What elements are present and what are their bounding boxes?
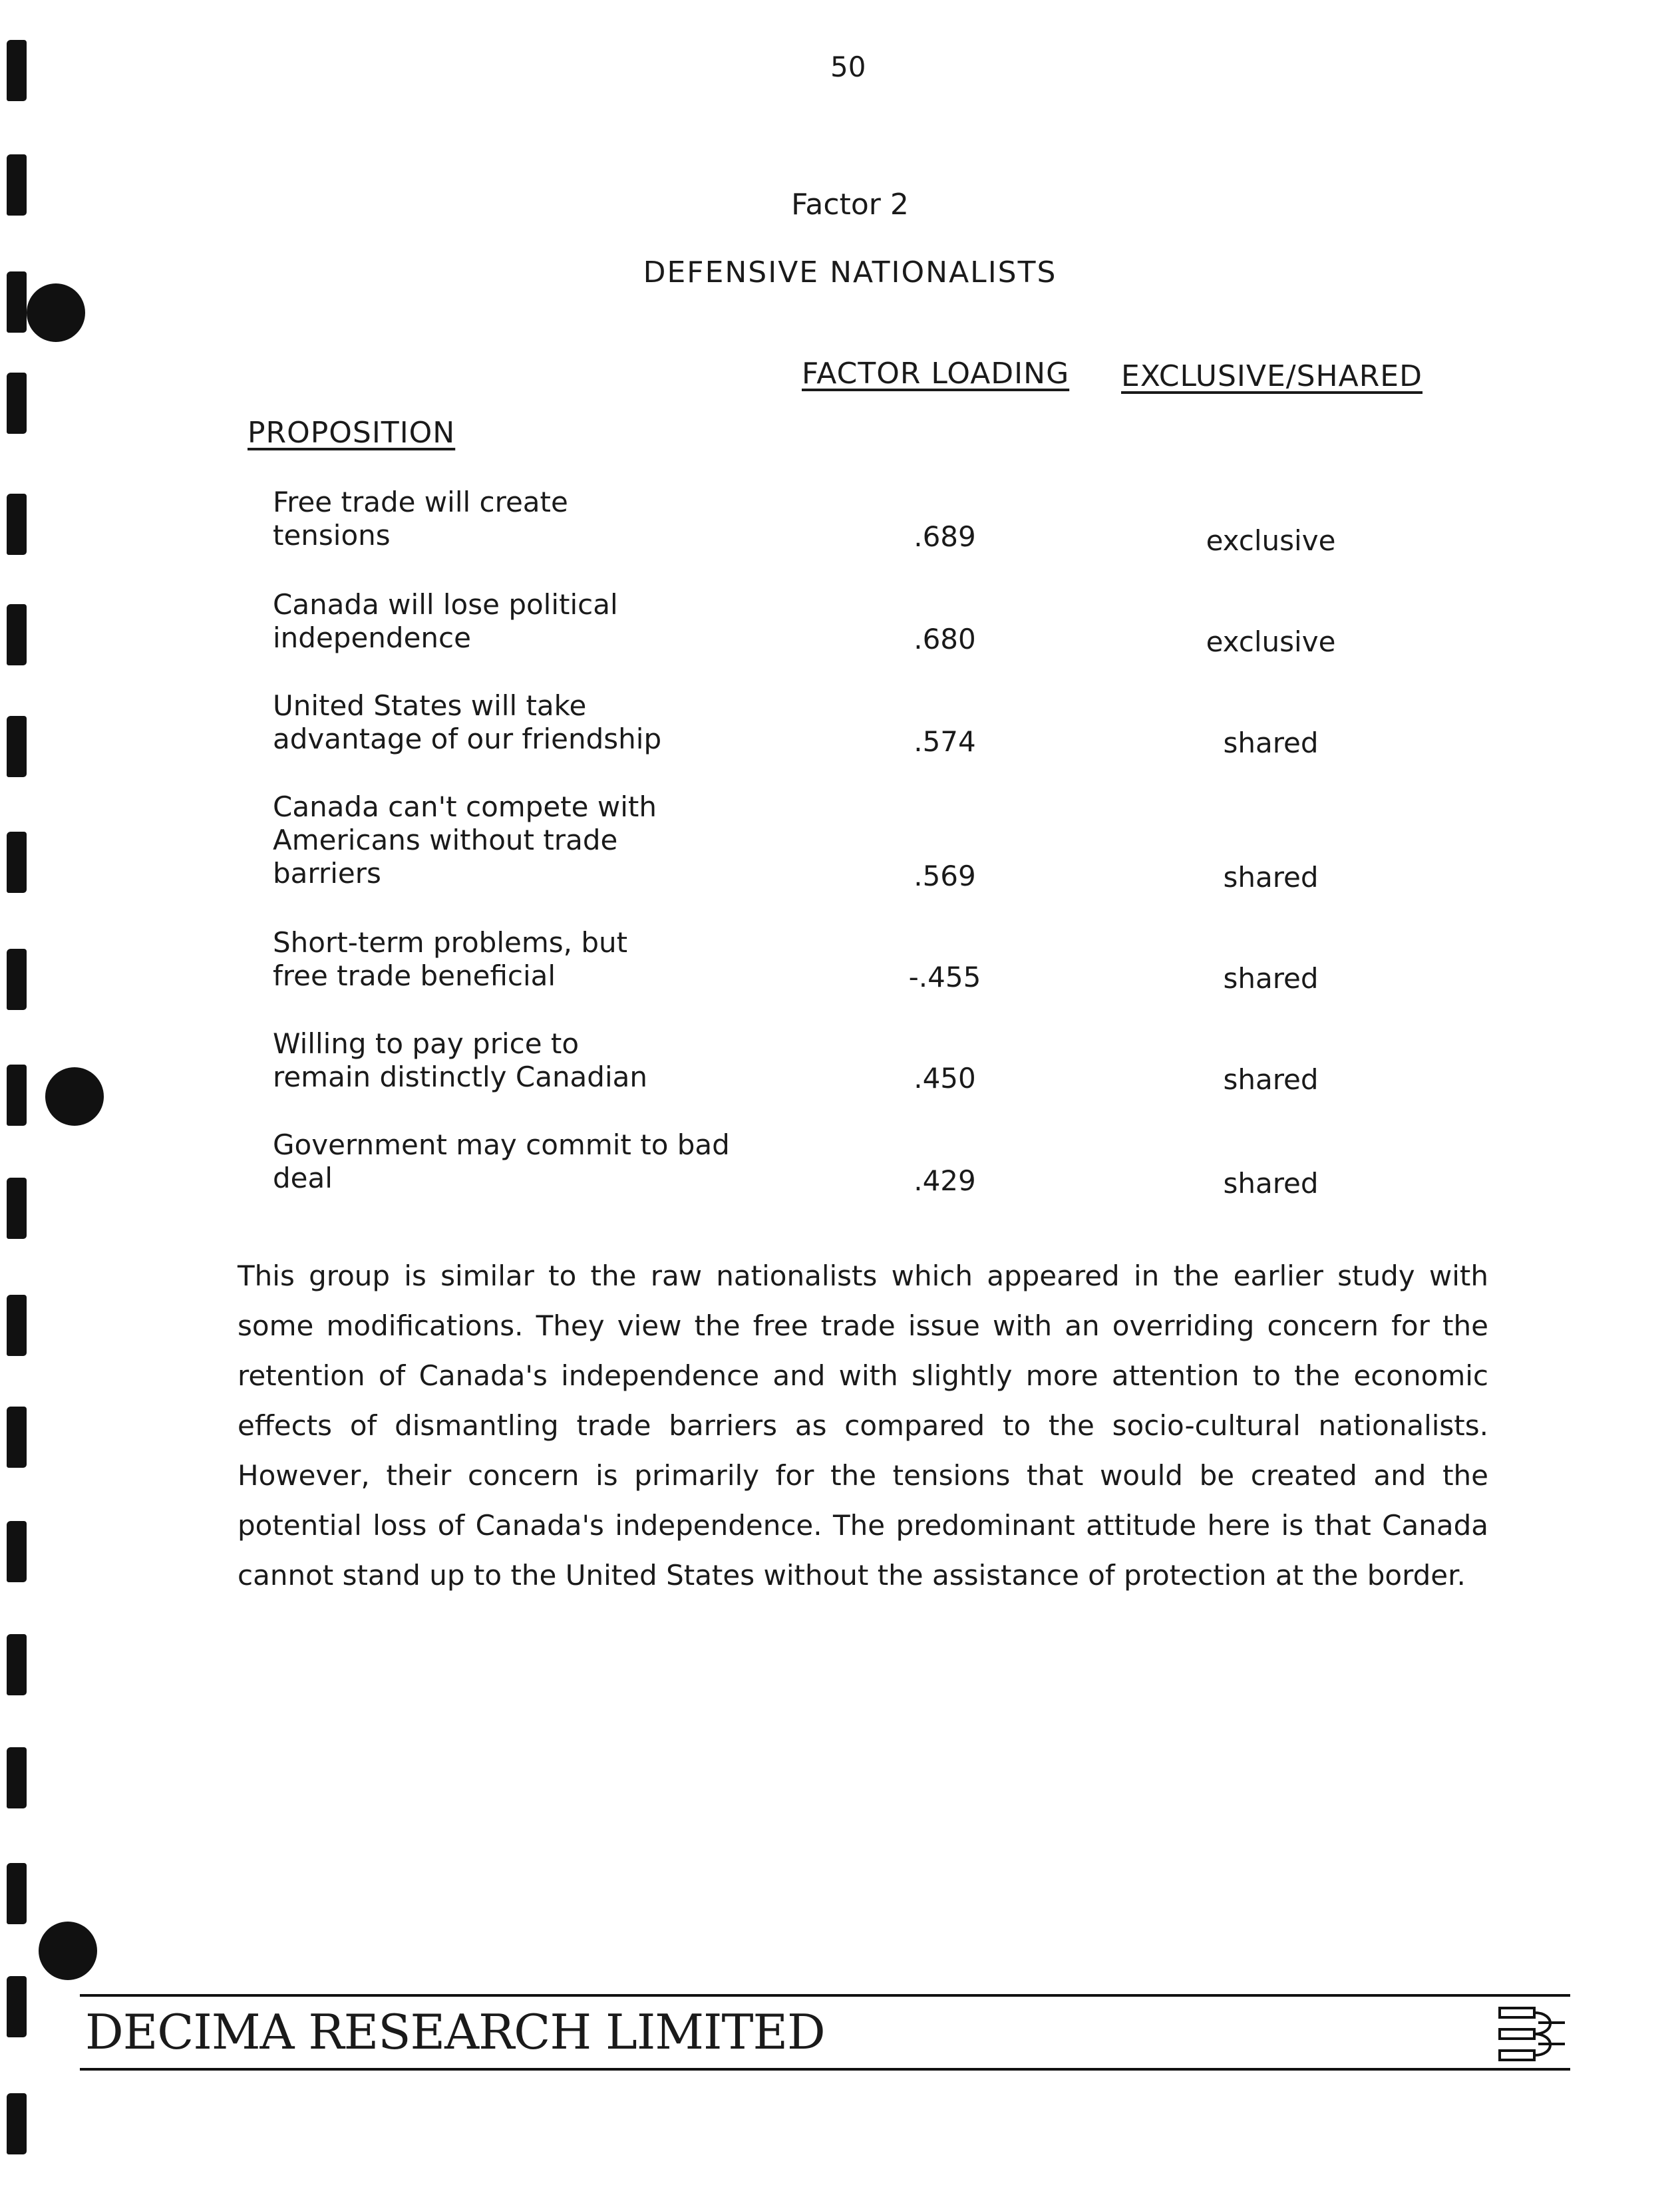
factor-loading-value: .429 — [914, 1164, 976, 1197]
exclusive-shared-value: shared — [1223, 1063, 1319, 1096]
factor-loading-value: .680 — [914, 623, 976, 655]
binder-hole — [45, 1067, 104, 1126]
factor-loading-value: .689 — [914, 520, 976, 553]
proposition-text: Willing to pay price to remain distinctly Canadian — [273, 1027, 647, 1093]
company-logo-icon — [1496, 2003, 1570, 2065]
binder-mark — [7, 1747, 27, 1808]
binder-mark — [7, 40, 27, 101]
binder-mark — [7, 1976, 27, 2037]
proposition-text: United States will take advantage of our friendship — [273, 689, 662, 755]
group-title: DEFENSIVE NATIONALISTS — [643, 255, 1057, 289]
footer-divider — [80, 1994, 1570, 1997]
binder-mark — [7, 832, 27, 893]
proposition-text: Short-term problems, but free trade beneficial — [273, 926, 628, 992]
factor-title: Factor 2 — [791, 188, 909, 222]
factor-loading-header: FACTOR LOADING — [802, 357, 1070, 391]
binder-hole — [27, 283, 85, 342]
exclusive-shared-value: shared — [1223, 962, 1319, 995]
binder-hole — [39, 1922, 97, 1980]
binder-mark — [7, 373, 27, 434]
factor-loading-value: .574 — [914, 725, 976, 758]
binder-mark — [7, 1178, 27, 1239]
factor-loading-value: .569 — [914, 860, 976, 892]
body-paragraph: This group is similar to the raw nationalists which appeared in the earlier study with some modifications. They view the free trade issue with an overriding concern for the retention of Canada's independence and with slightly more attention to the economic effects of dismantling trade barriers as compared to the socio-cultural nationalists. However, their concern is primarily for the tensions that would be created and the potential loss of Canada's independence. The predominant attitude here is that Canada cannot stand up to the United States without the assistance of protection at the border. — [238, 1260, 1488, 1592]
proposition-header: PROPOSITION — [248, 416, 456, 450]
exclusive-shared-value: shared — [1223, 727, 1319, 759]
exclusive-shared-value: exclusive — [1206, 524, 1336, 557]
exclusive-shared-value: exclusive — [1206, 625, 1336, 658]
binder-mark — [7, 1065, 27, 1126]
binder-mark — [7, 1634, 27, 1695]
exclusive-shared-header: EXCLUSIVE/SHARED — [1121, 359, 1423, 393]
binder-mark — [7, 2093, 27, 2154]
proposition-text: Canada will lose political independence — [273, 588, 618, 654]
binder-mark — [7, 1521, 27, 1582]
proposition-text: Government may commit to bad deal — [273, 1128, 730, 1194]
binder-mark — [7, 1407, 27, 1468]
proposition-text: Canada can't compete with Americans without trade barriers — [273, 790, 657, 890]
proposition-text: Free trade will create tensions — [273, 486, 568, 552]
factor-loading-value: -.455 — [908, 961, 981, 993]
binder-mark — [7, 1295, 27, 1356]
binder-mark — [7, 604, 27, 665]
footer-divider — [80, 2068, 1570, 2071]
page-number: 50 — [830, 51, 866, 83]
exclusive-shared-value: shared — [1223, 1167, 1319, 1200]
footer-brand: DECIMA RESEARCH LIMITED — [85, 2004, 825, 2060]
binder-mark — [7, 494, 27, 555]
binder-mark — [7, 949, 27, 1010]
binder-mark — [7, 716, 27, 777]
exclusive-shared-value: shared — [1223, 861, 1319, 894]
factor-loading-value: .450 — [914, 1062, 976, 1095]
binder-mark — [7, 1863, 27, 1924]
